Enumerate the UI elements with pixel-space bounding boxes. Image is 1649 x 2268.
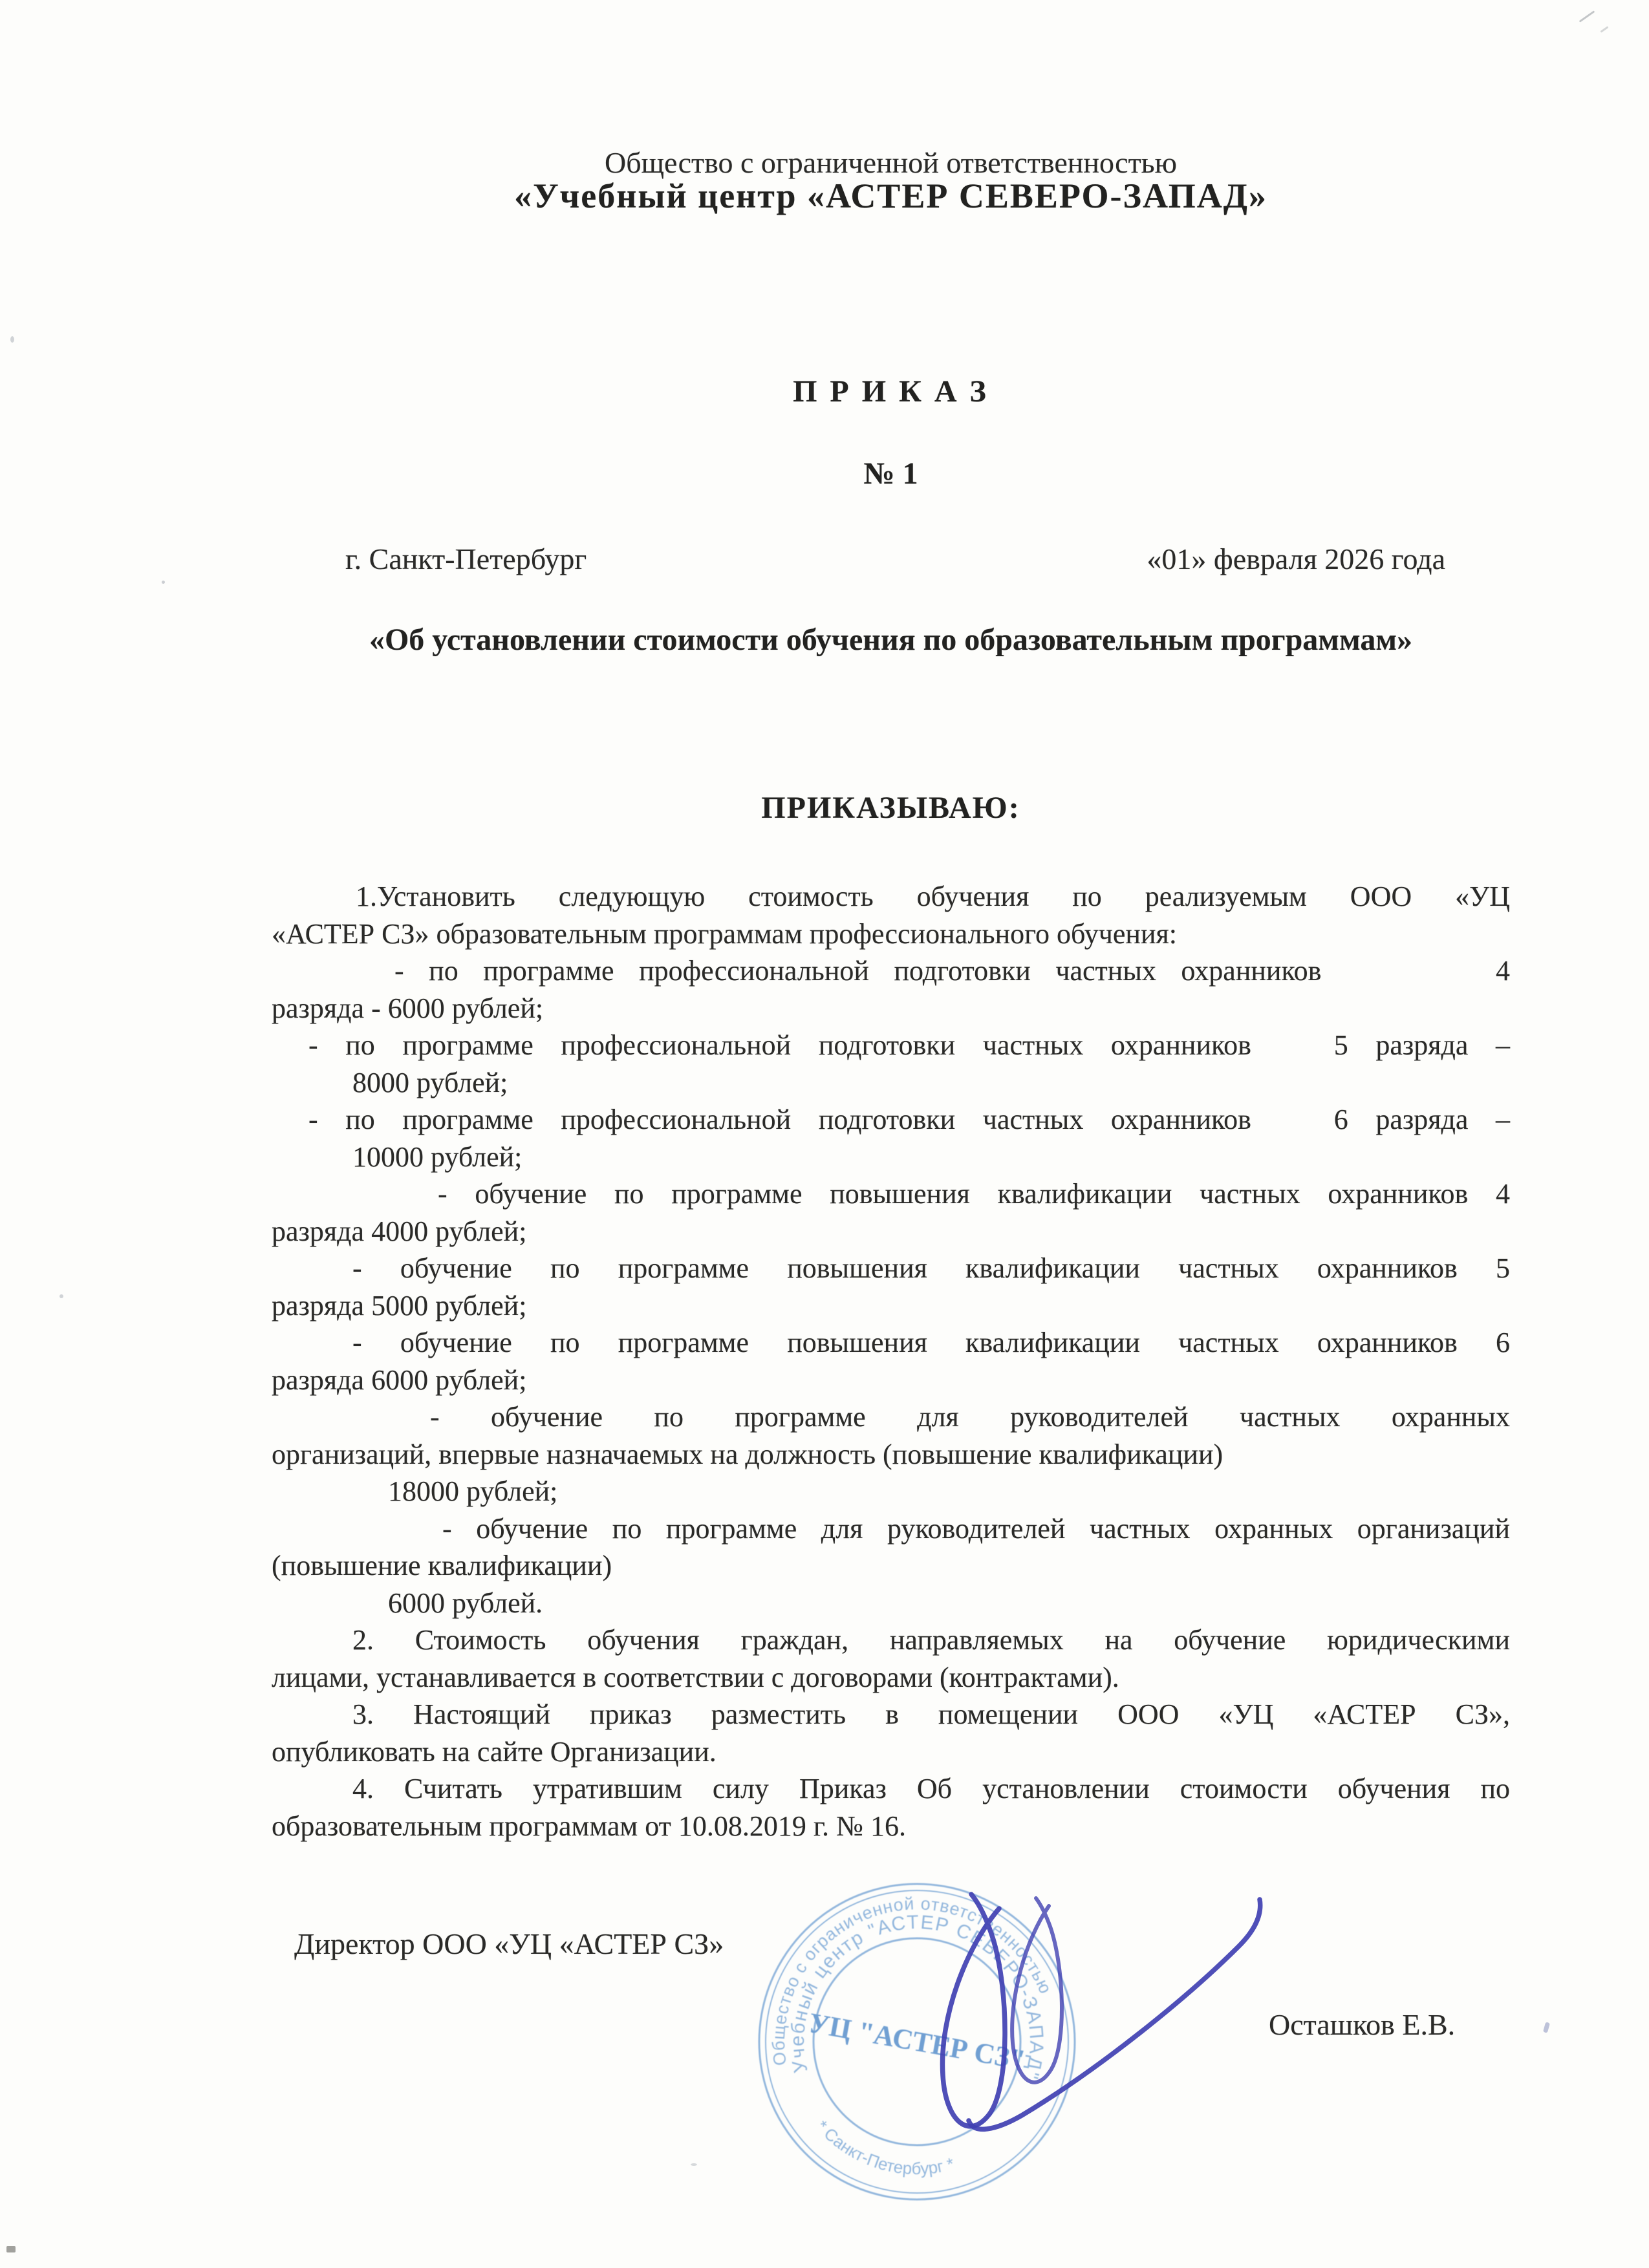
body-line: «АСТЕР СЗ» образовательным программам профессионального обучения: [272,917,1177,950]
signature-inner-loop-stroke [1012,1898,1062,2082]
body-line: - по программе профессиональной подготовки частных охранников 5 разряда – [308,1029,1510,1061]
body-line: 2. Стоимость обучения граждан, направляемых на обучение юридическими [352,1624,1510,1656]
scan-speck [162,581,165,584]
body-line: 3. Настоящий приказ разместить в помещении ООО «УЦ «АСТЕР СЗ», [352,1698,1510,1730]
resolution-heading: ПРИКАЗЫВАЮ: [761,791,1020,825]
body-line: - обучение по программе для руководителей частных охранных организаций [442,1512,1510,1545]
body-line: - по программе профессиональной подготовки частных охранников 6 разряда – [308,1104,1510,1135]
body-line: опубликовать на сайте Организации. [272,1735,717,1768]
body-line: 6000 рублей. [388,1587,543,1619]
body-line: - по программе профессиональной подготовки частных охранников 4 [394,955,1510,987]
body-line: разряда - 6000 рублей; [272,992,544,1024]
body-line: - обучение по программе повышения квалификации частных охранников 6 [352,1327,1510,1358]
scan-speck [59,1294,63,1298]
body-line: (повышение квалификации) [272,1550,612,1581]
body-line: 8000 рублей; [352,1066,508,1098]
scan-speck [1579,10,1595,23]
org-name-line: «Учебный центр «АСТЕР СЕВЕРО-ЗАПАД» [514,177,1267,215]
scan-speck [1600,26,1608,32]
body-line: 18000 рублей; [388,1475,558,1507]
scan-speck [10,336,14,343]
body-line: 4. Считать утратившим силу Приказ Об установлении стоимости обучения по [352,1773,1510,1804]
scan-speck [691,2163,697,2166]
doc-number: № 1 [863,456,918,491]
org-type-line: Общество с ограниченной ответственностью [604,146,1178,179]
body-line: 10000 рублей; [352,1140,523,1173]
body-line: организаций, впервые назначаемых на должность (повышение квалификации) [272,1438,1223,1470]
place-label: г. Санкт-Петербург [345,542,587,575]
body-line: 1.Установить следующую стоимость обучения по реализуемым ООО «УЦ [356,881,1510,912]
body-line: образовательным программам от 10.08.2019 г. № 16. [272,1810,906,1842]
doc-type-heading: П Р И К А З [793,374,989,409]
body-line: разряда 5000 рублей; [272,1289,527,1321]
body-line: лицами, устанавливается в соответствии с договорами (контрактами). [272,1661,1119,1693]
body-line: - обучение по программе для руководителей частных охранных [430,1401,1510,1433]
director-title: Директор ООО «УЦ «АСТЕР СЗ» [294,1927,724,1960]
stamp-inner-ring-text: Учебный центр "АСТЕР СЕВЕРО-ЗАПАД" [786,1911,1048,2082]
stamp-center-text: УЦ "АСТЕР СЗ" [806,2006,1028,2077]
stamp-outer-ring-text: Общество с ограниченной ответственностью [768,1894,1056,2067]
body-line: разряда 6000 рублей; [272,1364,527,1396]
signature-loop-stroke [942,1894,1005,2126]
body-line: - обучение по программе повышения квалификации частных охранников 4 [438,1178,1510,1210]
stamp-bottom-ring-text: * Санкт-Петербург * [812,2116,956,2179]
scan-speck [6,2246,16,2252]
director-name: Осташков Е.В. [1269,2008,1456,2041]
scan-speck [1543,2022,1550,2033]
body-line: разряда 4000 рублей; [272,1215,527,1247]
body-lines [272,878,1510,1845]
place-date-row [272,542,1510,576]
date-label: «01» февраля 2026 года [1147,542,1445,575]
subject-line: «Об установлении стоимости обучения по образовательным программам» [369,623,1413,657]
signature-ink [905,1868,1306,2153]
body-line: - обучение по программе повышения квалификации частных охранников 5 [352,1252,1510,1284]
